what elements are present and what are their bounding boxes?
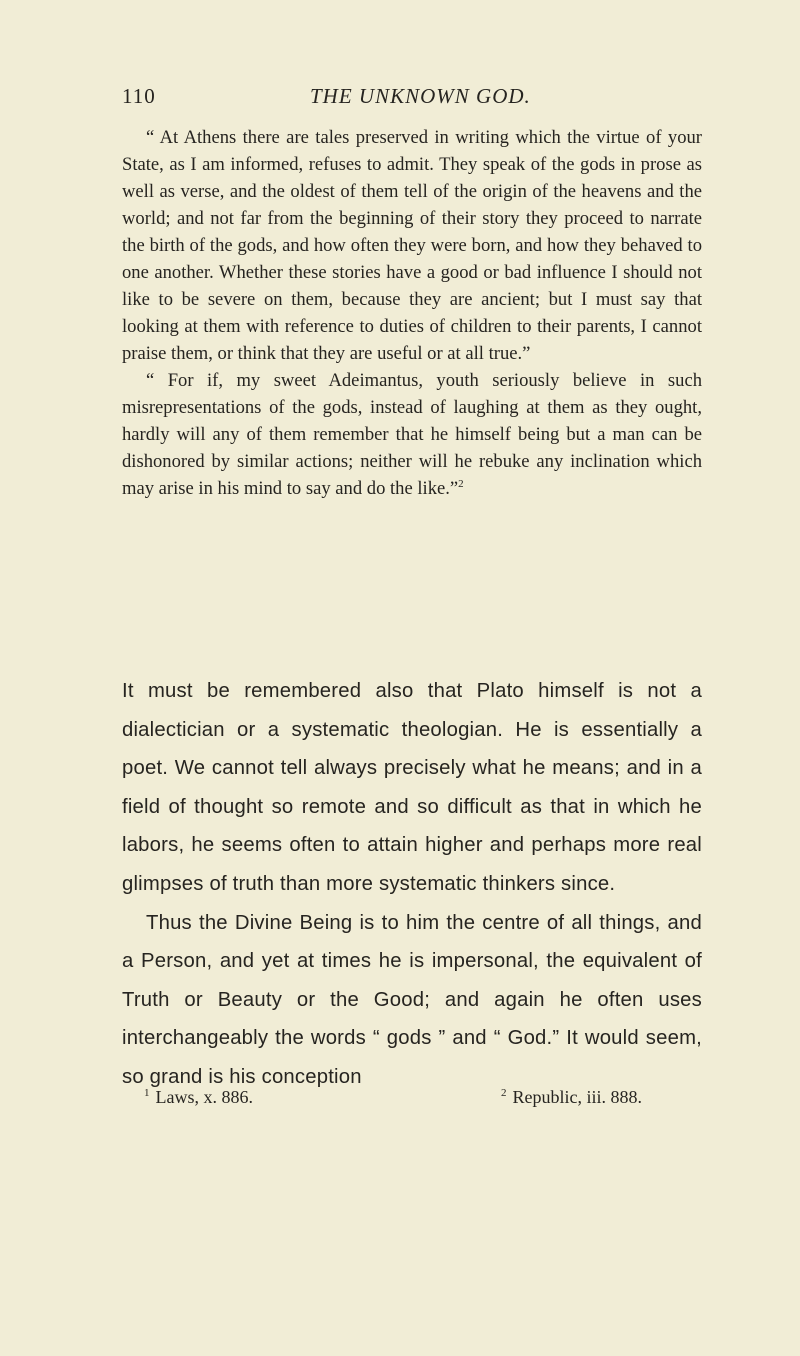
footnote-number: 1 <box>144 1087 150 1099</box>
footnote <box>501 1087 642 1108</box>
page-number: 110 <box>122 84 156 108</box>
quote-paragraph <box>122 124 702 367</box>
quote-paragraph <box>122 367 702 502</box>
body-paragraph: Thus the Divine Being is to him the centre of all things, and a Person, and yet at times he is impersonal, the equivalent of Truth or Beauty or the Good; and again he often uses interchangeably the words “ gods ” and “ God.” It would seem, so grand is his conception <box>122 911 702 1088</box>
running-head <box>122 84 702 114</box>
footnote-text: Laws, x. 886. <box>155 1087 253 1107</box>
quoted-passage <box>122 124 702 502</box>
footnotes <box>144 1087 704 1113</box>
footnote-marker: 2 <box>458 477 464 490</box>
quote-text: “ At Athens there are tales preserved in writing which the virtue of your State, as I am informed, refuses to admit. They speak of the gods in prose as well as verse, and the oldest of them tell of the origin of the heavens and the world; and not far from the beginning of their story they proceed to narrate the birth of the gods, and how often they were born, and how they behaved to one another. Whether these stories have a good or bad influence I should not like to be severe on them, because they are ancient; but I must say that looking at them with reference to duties of children to their parents, I cannot praise them, or think that they are useful or at all true.” <box>122 127 702 364</box>
footnote-text: Republic, iii. 888. <box>512 1087 642 1107</box>
body-text <box>122 672 702 1097</box>
body-paragraph: It must be remembered also that Plato himself is not a dialectician or a systematic theologian. He is essentially a poet. We cannot tell always precisely what he means; and in a field of thought so remote and so difficult as that in which he labors, he seems often to attain higher and perhaps more real glimpses of truth than more systematic thinkers since. <box>122 680 702 895</box>
quote-text: “ For if, my sweet Adeimantus, youth seriously believe in such misrepresentations of the gods, instead of laughing at them as they ought, hardly will any of them remember that he himself being but a man can be dishonored by similar actions; neither will he rebuke any inclination which may arise in his mind to say and do the like.” <box>122 370 702 499</box>
running-title: THE UNKNOWN GOD. <box>310 84 531 108</box>
footnote-number: 2 <box>501 1087 507 1099</box>
footnote <box>144 1087 253 1108</box>
